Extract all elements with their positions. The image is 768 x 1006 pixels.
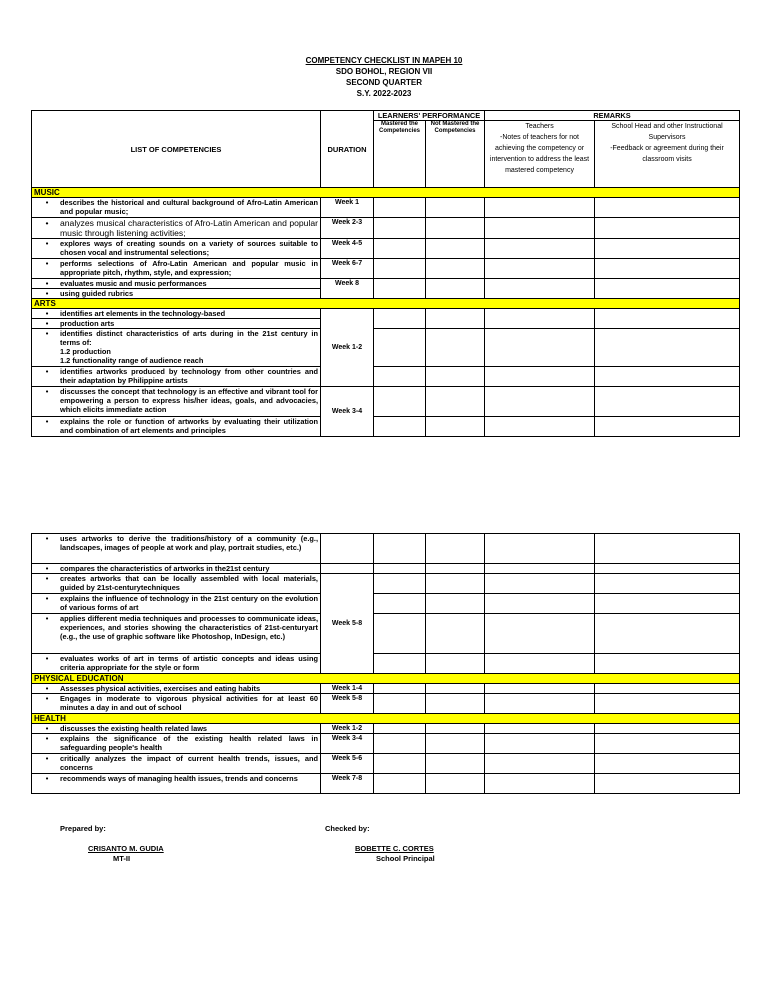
remarks-header: REMARKS <box>485 111 740 121</box>
prepared-by-title: MT-II <box>113 854 131 863</box>
competency-text: creates artworks that can be locally assembled with local materials, guided by 21st-centurytechniques <box>60 574 318 592</box>
table-row: • identifies art elements in the technology-based Week 1-2 <box>32 309 740 319</box>
sub-item: 1.2 functionality range of audience reach <box>60 356 204 365</box>
competency-text: analyzes musical characteristics of Afro-Latin American and popular music through listening activities; <box>60 218 318 238</box>
list-header: LIST OF COMPETENCIES <box>32 111 321 188</box>
checklist-table-2 <box>31 533 740 794</box>
head-title: School Head and other Instructional Supervisors <box>611 123 723 141</box>
table-row: • production arts <box>32 319 740 329</box>
section-health: HEALTH <box>32 714 740 724</box>
competency-text: critically analyzes the impact of current health trends, issues, and concerns <box>60 754 318 772</box>
checked-by-label: Checked by: <box>325 824 370 833</box>
competency-text: Assesses physical activities, exercises and eating habits <box>60 684 261 693</box>
table-row: • explains the influence of technology in the 21st century on the evolution of various forms of art <box>32 594 740 614</box>
teachers-note: -Notes of teachers for not achieving the competency or intervention to address the least mastered competency <box>489 134 590 174</box>
competency-text: discusses the existing health related laws <box>60 724 208 733</box>
not-mastered-header: Not Mastered the Competencies <box>426 121 485 188</box>
competency-text: describes the historical and cultural background of Afro-Latin American and popular music; <box>60 198 318 216</box>
checked-by-title: School Principal <box>376 854 435 863</box>
duration-cell: Week 3-4 <box>321 734 374 754</box>
competency-text: recommends ways of managing health issues, trends and concerns <box>60 774 298 783</box>
teachers-title: Teachers <box>525 123 554 130</box>
table-row: • Assesses physical activities, exercises and eating habits Week 1-4 <box>32 684 740 694</box>
table-row: • identifies distinct characteristics of arts during in the 21st century in terms of: 1.2 production 1.2 functionality range of audience reach <box>32 329 740 367</box>
table-row: • recommends ways of managing health issues, trends and concerns Week 7-8 <box>32 774 740 794</box>
competency-text: compares the characteristics of artworks in the21st century <box>60 564 270 573</box>
duration-cell: Week 4-5 <box>321 239 374 259</box>
table-row: • evaluates works of art in terms of artistic concepts and ideas using criteria appropriate for the style or form <box>32 654 740 674</box>
table-row: • Engages in moderate to vigorous physical activities for at least 60 minutes a day in and out of school Week 5-8 <box>32 694 740 714</box>
competency-text: evaluates works of art in terms of artistic concepts and ideas using criteria appropriate for the style or form <box>60 654 318 672</box>
table-row: • describes the historical and cultural background of Afro-Latin American and popular music; Week 1 <box>32 198 740 218</box>
school-year-line: S.Y. 2022-2023 <box>356 89 412 98</box>
prepared-by-label: Prepared by: <box>60 824 106 833</box>
teachers-header <box>485 121 595 188</box>
table-row: • analyzes musical characteristics of Afro-Latin American and popular music through listening activities; Week 2-3 <box>32 218 740 239</box>
quarter-line: SECOND QUARTER <box>345 78 422 87</box>
duration-cell: Week 5-8 <box>321 574 374 674</box>
checked-by-name: BOBETTE C. CORTES <box>355 844 434 853</box>
document-title: COMPETENCY CHECKLIST IN MAPEH 10 <box>305 56 463 65</box>
table-row: • uses artworks to derive the traditions/history of a community (e.g., landscapes, images of people at work and play, portrait studies, etc.) <box>32 534 740 564</box>
table-row: • compares the characteristics of artworks in the21st century <box>32 564 740 574</box>
competency-text: explains the role or function of artworks by evaluating their utilization and combination of art elements and principles <box>60 417 318 435</box>
competency-text: performs selections of Afro-Latin American and popular music in appropriate pitch, rhythm, style, and expression; <box>60 259 318 277</box>
table-row: • performs selections of Afro-Latin American and popular music in appropriate pitch, rhythm, style, and expression; Week 6-7 <box>32 259 740 279</box>
table-row: • discusses the existing health related laws Week 1-2 <box>32 724 740 734</box>
table-row: • evaluates music and music performances Week 8 <box>32 279 740 289</box>
duration-cell: Week 7-8 <box>321 774 374 794</box>
competency-text: identifies art elements in the technology-based <box>60 309 226 318</box>
sub-item: 1.2 production <box>60 347 111 356</box>
competency-text: uses artworks to derive the traditions/history of a community (e.g., landscapes, images of people at work and play, portrait studies, etc.) <box>60 534 318 552</box>
prepared-by-name: CRISANTO M. GUDIA <box>88 844 164 853</box>
competency-text: identifies artworks produced by technology from other countries and their adaptation by Philippine artists <box>60 367 318 385</box>
competency-text: applies different media techniques and processes to communicate ideas, experiences, and stories showing the characteristics of 21st-centuryart (e.g., the use of graphic software like Photoshop, InDesign, etc.) <box>60 614 318 641</box>
duration-cell: Week 2-3 <box>321 218 374 239</box>
office-line: SDO BOHOL, REGION VII <box>335 67 433 76</box>
duration-cell: Week 1-2 <box>321 724 374 734</box>
duration-cell: Week 5-6 <box>321 754 374 774</box>
competency-text: explains the influence of technology in the 21st century on the evolution of various forms of art <box>60 594 318 612</box>
duration-cell: Week 1 <box>321 198 374 218</box>
table-row: • creates artworks that can be locally assembled with local materials, guided by 21st-centurytechniques Week 5-8 <box>32 574 740 594</box>
performance-header: LEARNERS' PERFORMANCE <box>374 111 485 121</box>
duration-cell: Week 6-7 <box>321 259 374 279</box>
competency-text: explains the significance of the existing health related laws in safeguarding people's health <box>60 734 318 752</box>
table-row: • critically analyzes the impact of current health trends, issues, and concerns Week 5-6 <box>32 754 740 774</box>
table-row: • applies different media techniques and processes to communicate ideas, experiences, and stories showing the characteristics of 21st-centuryart (e.g., the use of graphic software like Photoshop, InDesign, etc.) <box>32 614 740 654</box>
table-row: • explains the role or function of artworks by evaluating their utilization and combination of art elements and principles <box>32 417 740 437</box>
section-arts: ARTS <box>32 299 740 309</box>
checklist-table-1 <box>31 110 740 437</box>
competency-text: using guided rubrics <box>60 289 134 298</box>
competency-text: Engages in moderate to vigorous physical activities for at least 60 minutes a day in and out of school <box>60 694 318 712</box>
duration-cell: Week 1-4 <box>321 684 374 694</box>
head-header <box>595 121 740 188</box>
duration-cell: Week 3-4 <box>321 387 374 437</box>
section-music: MUSIC <box>32 188 740 198</box>
competency-text: identifies distinct characteristics of arts during in the 21st century in terms of: <box>60 329 318 347</box>
table-row: • identifies artworks produced by technology from other countries and their adaptation by Philippine artists <box>32 367 740 387</box>
competency-text: discusses the concept that technology is an effective and vibrant tool for empowering a person to express his/her ideas, goals, and advocacies, which elicits immediate action <box>60 387 318 414</box>
table-row: • explores ways of creating sounds on a variety of sources suitable to chosen vocal and instrumental selections; Week 4-5 <box>32 239 740 259</box>
section-pe: PHYSICAL EDUCATION <box>32 674 740 684</box>
mastered-header: Mastered the Competencies <box>374 121 426 188</box>
table-row: • using guided rubrics <box>32 289 740 299</box>
table-row: • explains the significance of the existing health related laws in safeguarding people's health Week 3-4 <box>32 734 740 754</box>
document-header <box>0 55 768 99</box>
duration-header: DURATION <box>321 111 374 188</box>
head-note: -Feedback or agreement during their classroom visits <box>610 145 724 163</box>
table-row: • discusses the concept that technology is an effective and vibrant tool for empowering a person to express his/her ideas, goals, and advocacies, which elicits immediate action Week 3-4 <box>32 387 740 417</box>
competency-text: evaluates music and music performances <box>60 279 207 288</box>
duration-cell: Week 8 <box>321 279 374 299</box>
competency-text: explores ways of creating sounds on a variety of sources suitable to chosen vocal and instrumental selections; <box>60 239 318 257</box>
duration-cell: Week 5-8 <box>321 694 374 714</box>
competency-text: production arts <box>60 319 115 328</box>
duration-cell: Week 1-2 <box>321 309 374 387</box>
